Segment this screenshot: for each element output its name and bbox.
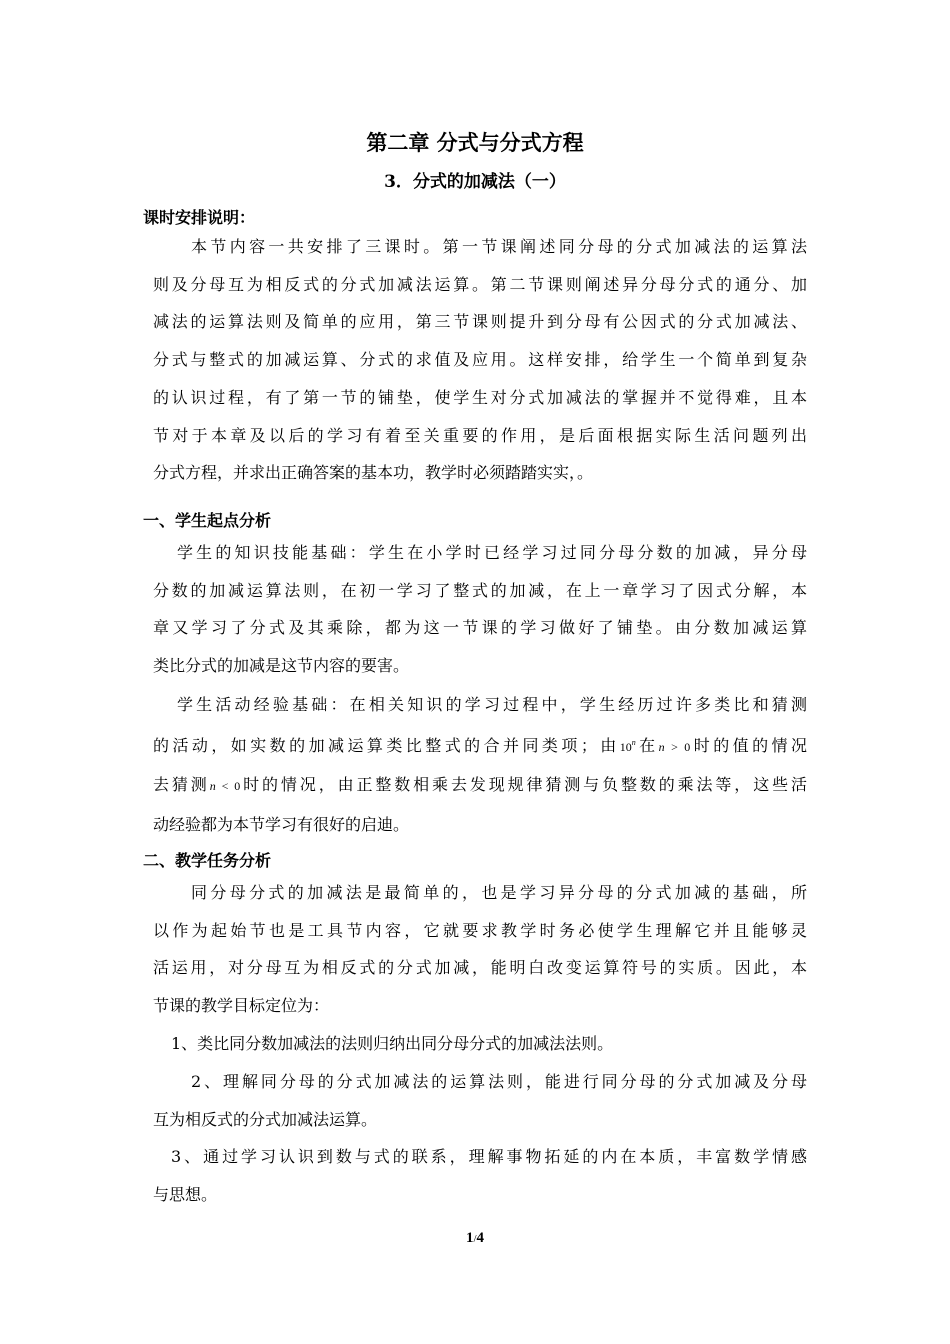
goal-3 <box>153 1138 807 1213</box>
text-line: 2、理解同分母的分式加减法的运算法则，能进行同分母的分式加减及分母 <box>191 1072 807 1091</box>
section-title: 3．分式的加减法（一） <box>384 172 566 192</box>
text-line: 则及分母互为相反式的分式加减法运算。第二节课则阐述异分母分式的通分、加 <box>153 274 807 294</box>
text-line: 以作为起始节也是工具节内容，它就要求教学时务必使学生理解它并且能够灵 <box>153 920 807 940</box>
text-line: 学生的知识技能基础：学生在小学时已经学习过同分母分数的加减，异分母 <box>177 543 807 562</box>
text-fragment: 时的值的情况 <box>690 735 807 755</box>
goal-1 <box>153 1025 807 1063</box>
text-line: 动经验都为本节学习有很好的启迪。 <box>153 815 410 835</box>
task-paragraph <box>153 874 807 1025</box>
math-variable: n <box>658 739 665 754</box>
text-line-with-math <box>153 724 807 767</box>
text-line: 学生活动经验基础：在相关知识的学习过程中，学生经历过许多类比和猜测 <box>177 695 807 714</box>
knowledge-paragraph <box>153 534 807 685</box>
math-relation: < 0 <box>215 779 241 794</box>
math-relation: > 0 <box>664 739 691 754</box>
text-line-with-math <box>153 766 807 806</box>
page-total: 4 <box>476 1230 485 1246</box>
text-line: 3、通过学习认识到数与式的联系，理解事物拓延的内在本质，丰富数学情感 <box>171 1147 807 1166</box>
math-base: 10 <box>619 739 632 754</box>
text-line: 活运用，对分母互为相反式的分式加减，能明白改变运算符号的实质。因此，本 <box>153 958 807 978</box>
goal-2 <box>153 1063 807 1138</box>
text-line: 与思想。 <box>153 1184 218 1204</box>
text-line: 同分母分式的加减法是最简单的，也是学习异分母的分式加减的基础，所 <box>191 883 807 902</box>
text-line: 分式与整式的加减运算、分式的求值及应用。这样安排，给学生一个简单到复杂 <box>153 350 807 370</box>
page-number <box>0 1230 950 1247</box>
section1-heading: 一、学生起点分析 <box>143 511 272 530</box>
text-fragment: 去猜测 <box>153 775 210 795</box>
intro-paragraph <box>153 228 807 492</box>
math-variable: n <box>209 779 216 794</box>
chapter-title: 第二章 分式与分式方程 <box>366 130 584 155</box>
section2-heading: 二、教学任务分析 <box>143 851 272 870</box>
text-line: 类比分式的加减是这节内容的要害。 <box>153 656 410 676</box>
experience-paragraph <box>153 686 807 844</box>
page-separator: / <box>473 1233 477 1245</box>
text-line: 本节内容一共安排了三课时。第一节课阐述同分母的分式加减法的运算法 <box>191 237 807 256</box>
text-line: 节课的教学目标定位为： <box>153 996 330 1016</box>
text-line: 1、类比同分数加减法的法则归纳出同分母分式的加减法法则。 <box>171 1034 614 1053</box>
text-line: 互为相反式的分式加减法运算。 <box>153 1109 378 1129</box>
text-line: 节对于本章及以后的学习有着至关重要的作用，是后面根据实际生活问题列出 <box>153 425 807 445</box>
math-exponent: n <box>631 737 636 747</box>
intro-heading: 课时安排说明： <box>143 208 256 227</box>
text-fragment: 在 <box>635 735 659 755</box>
text-line: 的认识过程，有了第一节的铺垫，使学生对分式加减法的掌握并不觉得难，且本 <box>153 387 807 407</box>
text-line: 分式方程，并求出正确答案的基本功，教学时必须踏踏实实，。 <box>153 463 594 483</box>
text-line: 章又学习了分式及其乘除，都为这一节课的学习做好了铺垫。由分数加减运算 <box>153 618 807 638</box>
text-line: 分数的加减运算法则，在初一学习了整式的加减，在上一章学习了因式分解，本 <box>153 580 807 600</box>
text-fragment: 时的情况，由正整数相乘去发现规律猜测与负整数的乘法等，这些活 <box>240 775 807 795</box>
page-current: 1 <box>465 1230 474 1246</box>
text-line: 减法的运算法则及简单的应用，第三节课则提升到分母有公因式的分式加减法、 <box>153 312 807 332</box>
text-fragment: 的活动，如实数的加减运算类比整式的合并同类项；由 <box>153 735 620 755</box>
